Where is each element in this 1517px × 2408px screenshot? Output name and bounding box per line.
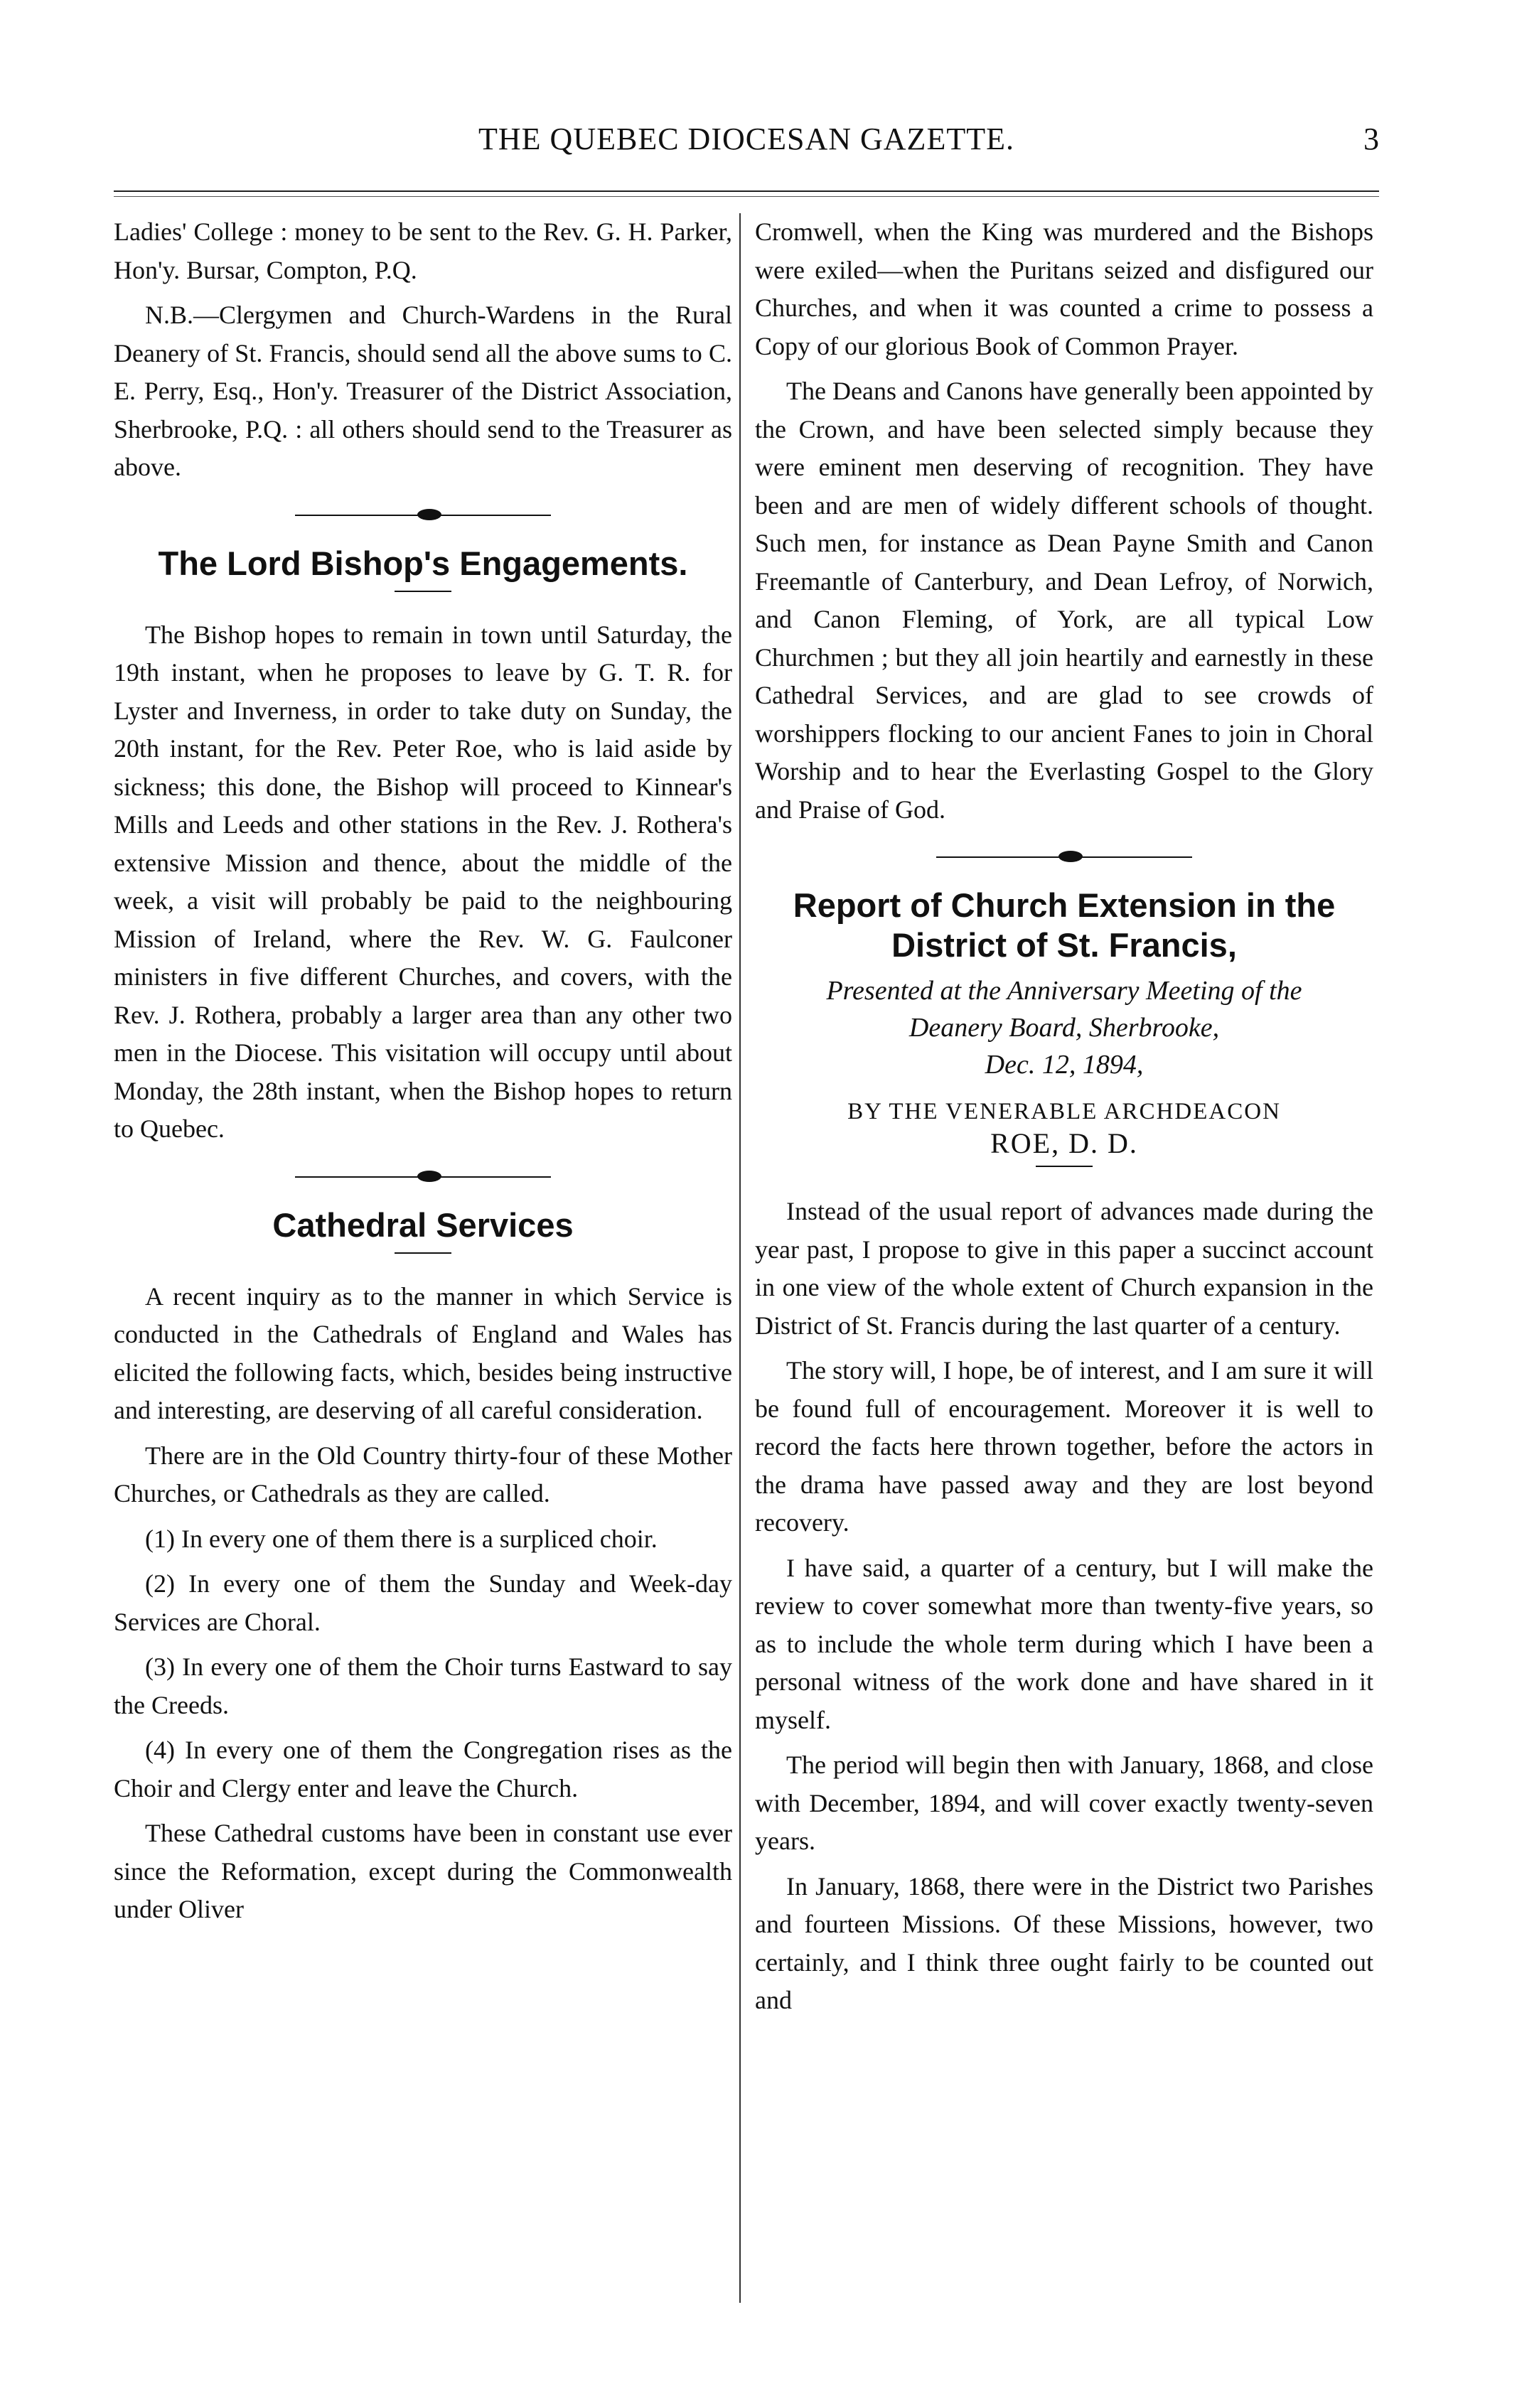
intro-paragraph: Ladies' College : money to be sent to the Rev. G. H. Parker, Hon'y. Bursar, Compton, P.Q. — [114, 217, 732, 284]
continuation-paragraph: Cromwell, when the King was murdered and the Bishops were exiled—when the Puritans seized and disfigured our Churches, and when it was counted a crime to possess a Copy of our glorious Book of Common Prayer. — [755, 217, 1373, 360]
heading-rule — [395, 591, 451, 592]
report-subtitle-line: Deanery Board, Sherbrooke, — [908, 1013, 1220, 1043]
section-ornament — [295, 1156, 551, 1198]
intro-paragraph: N.B.—Clergymen and Church-Wardens in the Rural Deanery of St. Francis, should send all the above sums to C. E. Perry, Esq., Hon'y. Treasurer of the District Association, Sherbrooke, P.Q. : all others should send to the Treasurer as above. — [114, 301, 732, 481]
engagements-paragraph: The Bishop hopes to remain in town until Saturday, the 19th instant, when he proposes to leave by G. T. R. for Lyster and Inverness, in order to take duty on Sunday, the 20th instant, for the Rev. Peter Roe, who is laid aside by sickness; this done, the Bishop will proceed to Kinnear's Mills and Leeds and other stations in the Rev. J. Rothera's extensive Mission and thence, about the middle of the week, a visit will probably be paid to the neighbouring Mission of Ireland, where the Rev. W. G. Faulconer ministers in five different Churches, and covers, with the Rev. J. Rothera, probably a larger area than any other two men in the Diocese. This visitation will occupy until about Monday, the 28th instant, when the Bishop hopes to return to Quebec. — [114, 620, 732, 1143]
section-ornament — [936, 836, 1192, 878]
cathedral-list-item: (3) In every one of them the Choir turns Eastward to say the Creeds. — [114, 1652, 732, 1719]
right-column — [755, 213, 1373, 2027]
page-header — [114, 121, 1379, 163]
column-divider — [739, 213, 741, 2303]
report-byline: BY THE VENERABLE ARCHDEACON — [847, 1099, 1281, 1124]
header-rule-thin — [114, 196, 1379, 197]
report-heading: Report of Church Extension in the District of St. Francis, — [793, 886, 1336, 964]
continuation-paragraph: The Deans and Canons have generally been appointed by the Crown, and have been selected simply because they were eminent men deserving of recognition. They have been and are men of widely different schools of thought. Such men, for instance as Dean Payne Smith and Canon Freemantle of Canterbury, and Dean Lefroy, of Norwich, and Canon Fleming, of York, are all typical Low Churchmen ; but they all join heartily and earnestly in these Cathedral Services, and are glad to see crowds of worshippers flocking to our ancient Fanes to join in Choral Worship and to hear the Everlasting Gospel to the Glory and Praise of God. — [755, 377, 1373, 824]
heading-rule — [1036, 1166, 1093, 1167]
engagements-heading: The Lord Bishop's Engagements. — [158, 544, 688, 582]
left-column — [114, 213, 732, 1936]
cathedral-list-item: (2) In every one of them the Sunday and Week-day Services are Choral. — [114, 1569, 732, 1636]
report-author: ROE, D. D. — [990, 1127, 1138, 1159]
page-number: 3 — [1363, 122, 1379, 156]
cathedral-list-item: (1) In every one of them there is a surpliced choir. — [145, 1524, 658, 1553]
report-paragraph: Instead of the usual report of advances made during the year past, I propose to give in this paper a succinct account in one view of the whole extent of Church expansion in the District of St. Francis during the last quarter of a century. — [755, 1197, 1373, 1340]
header-rule — [114, 190, 1379, 192]
report-subtitle-line: Dec. 12, 1894, — [985, 1050, 1144, 1080]
section-ornament — [295, 494, 551, 537]
cathedral-heading: Cathedral Services — [272, 1205, 574, 1244]
report-paragraph: I have said, a quarter of a century, but I will make the review to cover somewhat more than twenty-five years, so as to include the whole term during which I have been a personal witness of the work done and have shared in it myself. — [755, 1553, 1373, 1734]
report-paragraph: The period will begin then with January, 1868, and close with December, 1894, and will cover exactly twenty-seven years. — [755, 1751, 1373, 1855]
cathedral-list-item: (4) In every one of them the Congregation rises as the Choir and Clergy enter and leave the Church. — [114, 1736, 732, 1802]
report-paragraph: The story will, I hope, be of interest, and I am sure it will be found full of encouragement. Moreover it is well to record the facts here thrown together, before the actors in the drama have passed away and they are lost beyond recovery. — [755, 1356, 1373, 1537]
cathedral-paragraph: These Cathedral customs have been in constant use ever since the Reformation, except during the Commonwealth under Oliver — [114, 1819, 732, 1923]
page-title: THE QUEBEC DIOCESAN GAZETTE. — [478, 122, 1014, 156]
heading-rule — [395, 1252, 451, 1254]
report-subtitle-line: Presented at the Anniversary Meeting of the — [826, 976, 1302, 1006]
cathedral-paragraph: There are in the Old Country thirty-four of these Mother Churches, or Cathedrals as they are called. — [114, 1441, 732, 1507]
report-paragraph: In January, 1868, there were in the District two Parishes and fourteen Missions. Of these Missions, however, two certainly, and I think three ought fairly to be counted out and — [755, 1871, 1373, 2014]
cathedral-paragraph: A recent inquiry as to the manner in which Service is conducted in the Cathedrals of England and Wales has elicited the following facts, which, besides being instructive and interesting, are deserving of all careful consideration. — [114, 1281, 732, 1424]
